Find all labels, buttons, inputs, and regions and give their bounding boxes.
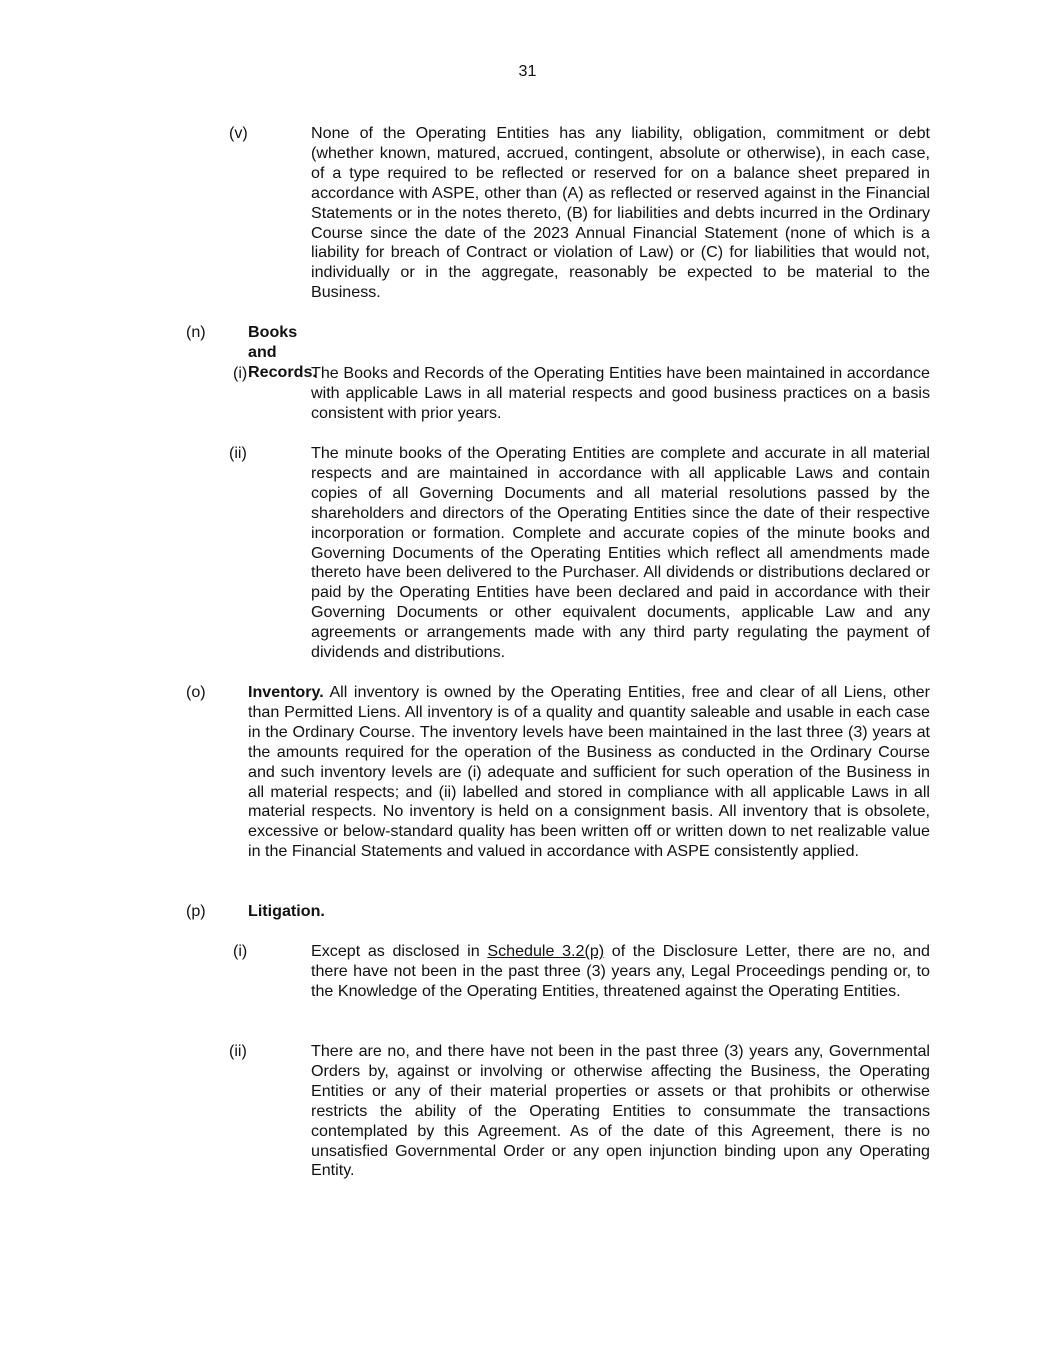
section-p-i-label: (i) — [233, 942, 248, 960]
section-o-label: (o) — [186, 683, 206, 701]
clause-v-label: (v) — [229, 124, 248, 142]
section-p-i-text-after: of the Disclosure Letter, there are no, and there have not been in the past three (3) years any, Legal Proceedings pending or, to the Knowledge of the Operating Entities, threatened against the Operating Entities. — [311, 942, 930, 1000]
section-o-heading: Inventory. — [248, 683, 324, 701]
section-p-label: (p) — [186, 902, 206, 920]
section-p-i-text-before: Except as disclosed in — [311, 942, 488, 960]
section-n-heading: Books and Records. — [248, 323, 317, 381]
schedule-reference: Schedule 3.2(p) — [487, 942, 605, 960]
section-n-i-text: The Books and Records of the Operating Entities have been maintained in accordance with applicable Laws in all material respects and good business practices on a basis consistent with prior years. — [311, 364, 930, 422]
section-o-text: All inventory is owned by the Operating Entities, free and clear of all Liens, other than Permitted Liens. All inventory is of a quality and quantity saleable and usable in each case in the Ordinary Course. The inventory levels have been maintained in the last three (3) years at the amounts required for the operation of the Business as conducted in the Ordinary Course and such inventory levels are (i) adequate and sufficient for such operation of the Business in all material respects; and (ii) labelled and stored in compliance with all applicable Laws in all material respects. No inventory is held on a consignment basis. All inventory that is obsolete, excessive or below-standard quality has been written off or written down to net realizable value in the Financial Statements and valued in accordance with ASPE consistently applied. — [248, 683, 930, 861]
section-n-ii-text: The minute books of the Operating Entities are complete and accurate in all material respects and are maintained in accordance with all applicable Laws and contain copies of all Governing Documents and all material resolutions passed by the shareholders and directors of the Operating Entities since the date of their respective incorporation or formation. Complete and accurate copies of the minute books and Governing Documents of the Operating Entities which reflect all amendments made thereto have been delivered to the Purchaser. All dividends or distributions declared or paid by the Operating Entities have been declared and paid in accordance with their Governing Documents or other equivalent documents, applicable Law and any agreements or arrangements made with any third party regulating the payment of dividends and distributions. — [311, 444, 930, 662]
section-p-i-text — [311, 942, 930, 1002]
section-p-heading: Litigation. — [248, 902, 325, 920]
page-number: 31 — [518, 62, 537, 80]
section-p-ii-text: There are no, and there have not been in the past three (3) years any, Governmental Orders by, against or involving or otherwise affecting the Business, the Operating Entities or any of their material properties or assets or that prohibits or otherwise restricts the ability of the Operating Entities to consummate the transactions contemplated by this Agreement. As of the date of this Agreement, there is no unsatisfied Governmental Order or any open injunction binding upon any Operating Entity. — [311, 1042, 930, 1180]
section-n-i-label: (i) — [233, 364, 248, 382]
section-p-ii-label: (ii) — [229, 1042, 247, 1060]
clause-v-text: None of the Operating Entities has any liability, obligation, commitment or debt (whether known, matured, accrued, contingent, absolute or otherwise), in each case, of a type required to be reflected or reserved for on a balance sheet prepared in accordance with ASPE, other than (A) as reflected or reserved against in the Financial Statements or in the notes thereto, (B) for liabilities and debts incurred in the Ordinary Course since the date of the 2023 Annual Financial Statement (none of which is a liability for breach of Contract or violation of Law) or (C) for liabilities that would not, individually or in the aggregate, reasonably be expected to be material to the Business. — [311, 124, 930, 302]
section-n-ii-label: (ii) — [229, 444, 247, 462]
section-o-paragraph — [248, 683, 930, 862]
section-n-label: (n) — [186, 323, 206, 341]
